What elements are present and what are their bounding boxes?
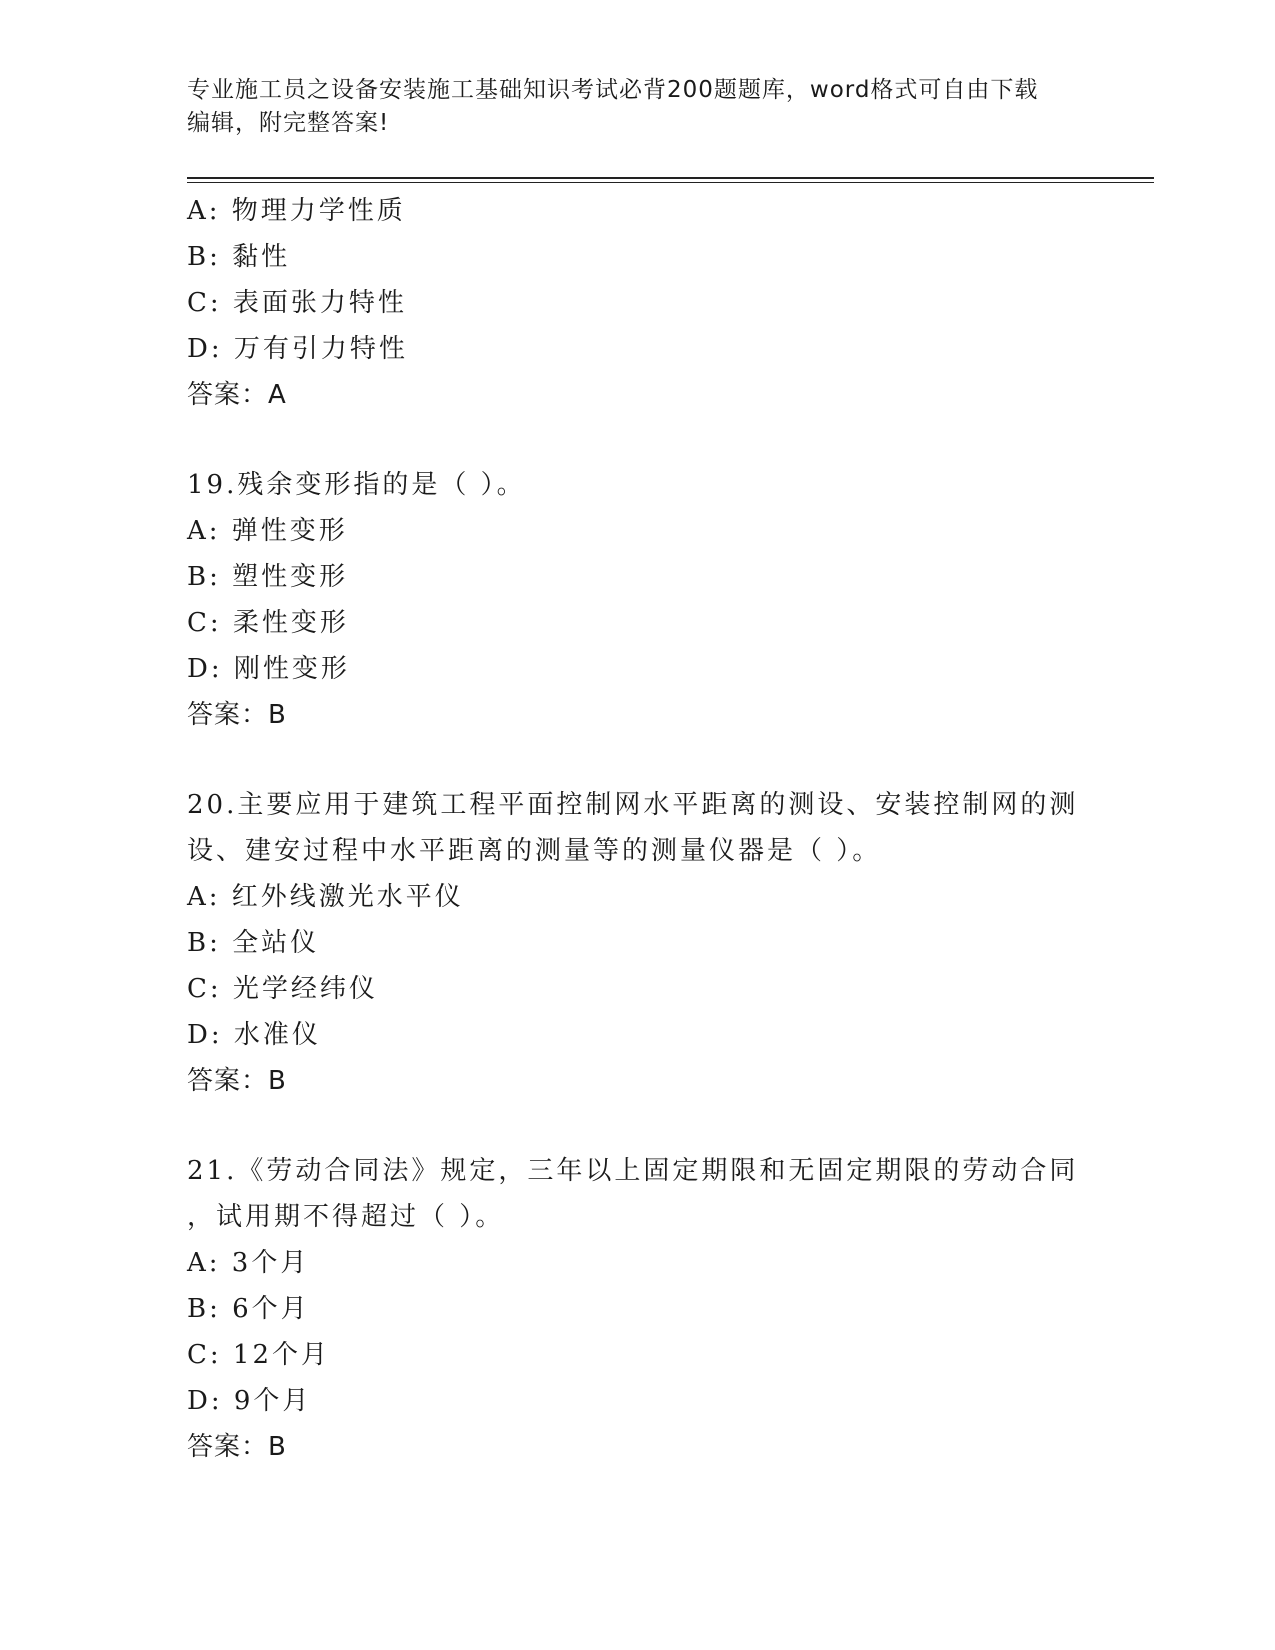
header-line-1: 专业施工员之设备安装施工基础知识考试必背200题题库，word格式可自由下载 [187,77,1039,103]
question-text: 19.残余变形指的是（ ）。 [187,470,526,500]
option-b: B: 黏性 [187,242,291,272]
header-line-2: 编辑，附完整答案! [187,110,390,136]
option-c: C: 光学经纬仪 [187,974,378,1004]
option-a: A: 3个月 [187,1248,310,1278]
question-text-cont: 设、建安过程中水平距离的测量等的测量仪器是（ ）。 [187,836,882,866]
document-header [187,74,1087,140]
option-d: D: 水准仪 [187,1020,321,1050]
option-b: B: 塑性变形 [187,562,349,592]
question-block [187,1148,1087,1470]
answer-line: 答案：A [187,380,287,410]
option-c: C: 柔性变形 [187,608,349,638]
question-block [187,462,1087,738]
option-c: C: 表面张力特性 [187,288,407,318]
answer-line: 答案：B [187,700,287,730]
option-a: A: 物理力学性质 [187,196,406,226]
option-d: D: 万有引力特性 [187,334,408,364]
question-block [187,188,1087,418]
question-text: 21.《劳动合同法》规定，三年以上固定期限和无固定期限的劳动合同 [187,1156,1079,1186]
header-divider-thick [187,177,1154,179]
header-divider-thin [187,182,1154,183]
answer-line: 答案：B [187,1432,287,1462]
option-b: B: 全站仪 [187,928,320,958]
option-d: D: 9个月 [187,1386,312,1416]
option-b: B: 6个月 [187,1294,310,1324]
question-block [187,782,1087,1104]
option-c: C: 12个月 [187,1340,331,1370]
question-text: 20.主要应用于建筑工程平面控制网水平距离的测设、安装控制网的测 [187,790,1079,820]
question-list [187,188,1087,1470]
answer-line: 答案：B [187,1066,287,1096]
option-a: A: 红外线激光水平仪 [187,882,464,912]
option-d: D: 刚性变形 [187,654,350,684]
question-text-cont: ，试用期不得超过（ ）。 [187,1202,505,1232]
option-a: A: 弹性变形 [187,516,348,546]
